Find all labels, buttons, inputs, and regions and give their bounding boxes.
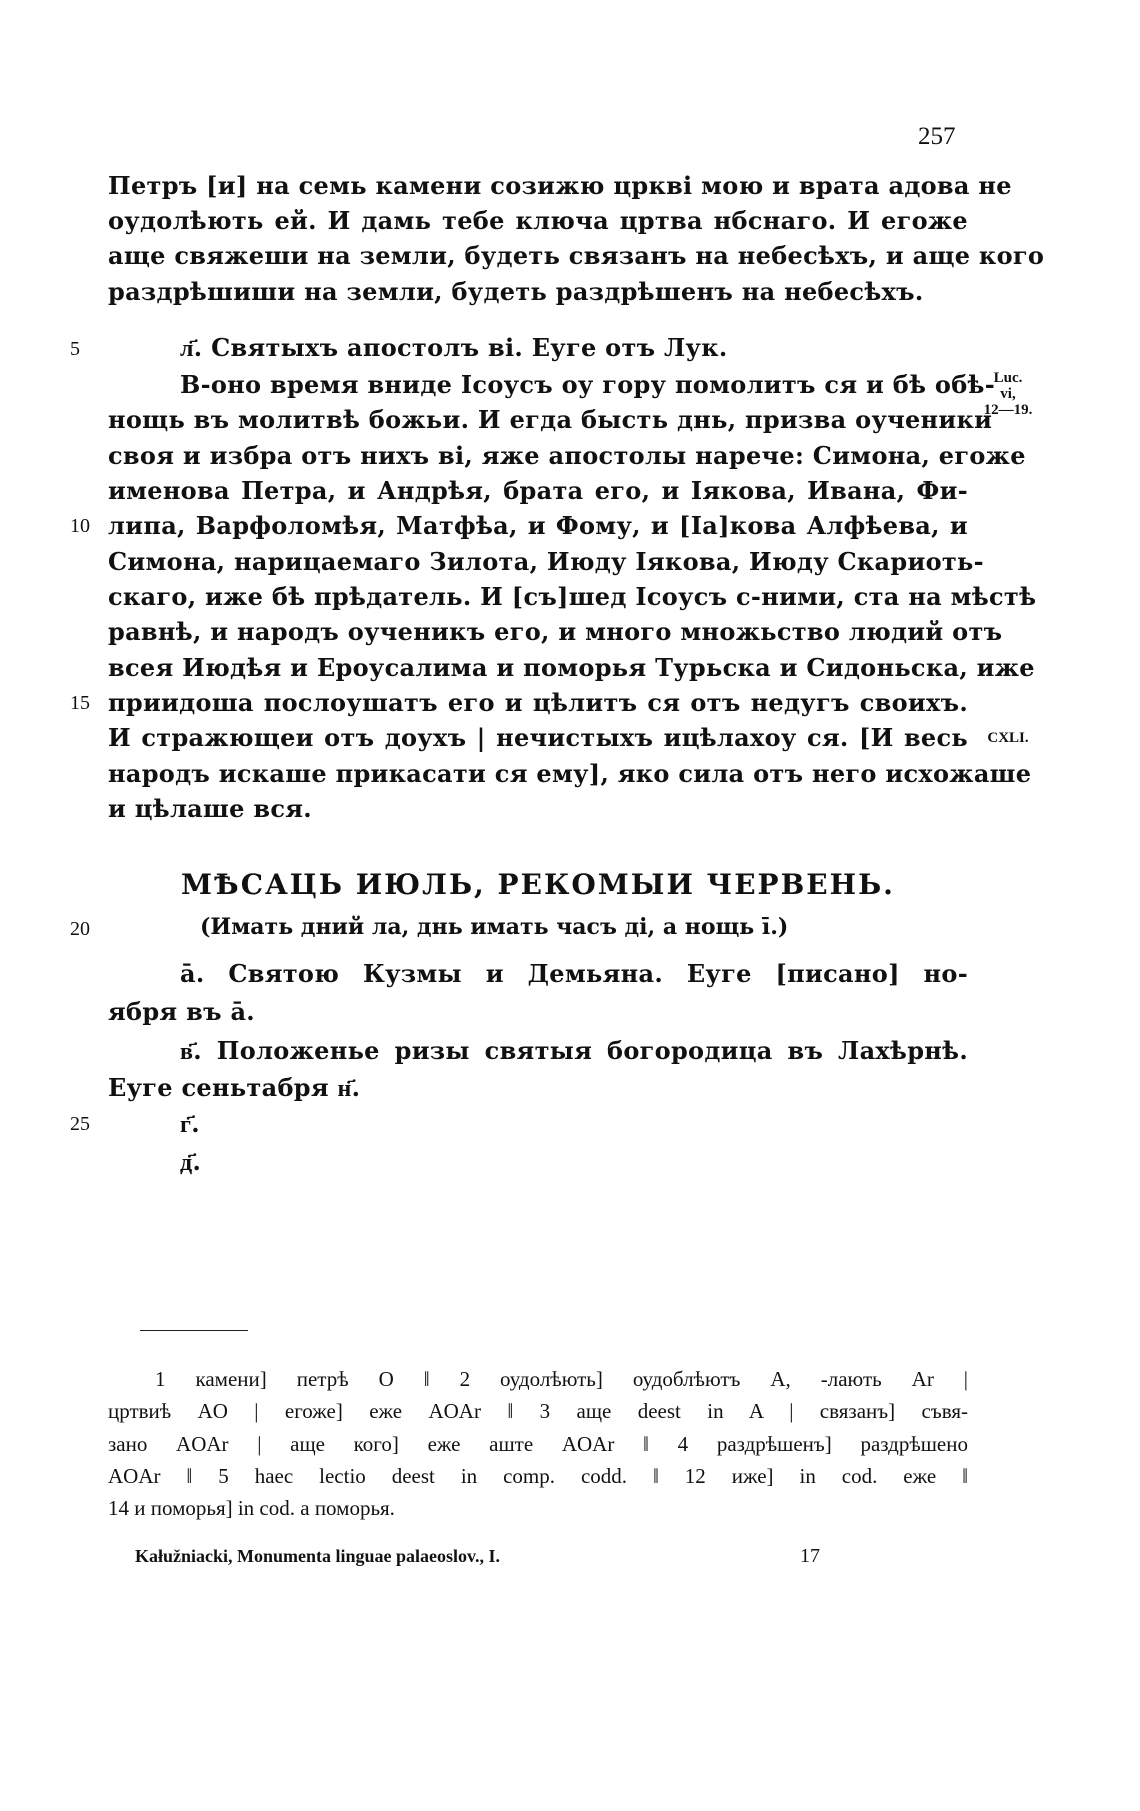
footnote-line: 14 и поморья] in cod. а поморья. [108, 1496, 395, 1520]
text-line: липа, Варфоломѣя, Матфѣа, и Фому, и [Іа]кова Алфѣева, и [108, 511, 968, 540]
text-line: В-оно время вниде Ісоусъ оу гору помолитъ ся и бѣ обѣ- [180, 370, 995, 399]
footnote-line: 1 камени] петрѣ O ‖ 2 оудолѣють] оудоблѣютъ A, -лають Ar | [155, 1367, 968, 1391]
text-line: народъ искаше прикасати ся ему], яко сила отъ него исхожаше [108, 759, 1032, 788]
signature-mark: 17 [800, 1545, 820, 1567]
footnote-divider [140, 1330, 248, 1331]
entry-line: г҃. [180, 1109, 200, 1138]
margin-note-line: Luc. [993, 370, 1023, 386]
text-line: оудолѣють ей. И дамь тебе ключа цртва нбснаго. И егоже [108, 206, 968, 235]
text-line: Петръ [и] на семь камени созижю цркві мою и врата адова не [108, 171, 1012, 200]
text-line: Симона, нарицаемаго Зилота, Июду Іякова, Июду Скариоть- [108, 547, 984, 576]
month-title: МѢСАЦЬ ИЮЛЬ, РЕКОМЫИ ЧЕРВЕНЬ. [181, 868, 895, 901]
footnote-line: зано AOAr | аще кого] еже аште AOAr ‖ 4 раздрѣшенъ] раздрѣшено [108, 1432, 968, 1456]
footer-citation: Kałužniacki, Monumenta linguae palaeoslov., I. [135, 1546, 501, 1566]
entry-line: Еуге сеньтабря н҃. [108, 1073, 361, 1102]
text-line: раздрѣшиши на земли, будеть раздрѣшенъ на небесѣхъ. [108, 277, 924, 306]
text-line: приидоша послоушатъ его и цѣлитъ ся отъ недугъ своихъ. [108, 688, 968, 717]
line-number: 5 [70, 338, 80, 360]
month-subtitle: (Имать дний ла, днь имать часъ ді, а нощь ī.) [200, 914, 789, 940]
margin-note-line: vi, [1000, 386, 1016, 402]
entry-line: д҃. [180, 1147, 202, 1176]
text-line: и цѣлаше вся. [108, 794, 312, 823]
text-line: своя и избра отъ нихъ ві, яже апостолы нарече: Симона, егоже [108, 441, 1026, 470]
entry-line: ā. Святою Кузмы и Демьяна. Еуге [писано] но- [180, 959, 968, 988]
text-line: скаго, иже бѣ прѣдатель. И [съ]шед Ісоусъ с-ними, ста на мѣстѣ [108, 582, 1037, 611]
entry-line: ября въ ā. [108, 997, 255, 1026]
text-line: именова Петра, и Андрѣя, брата его, и Іякова, Ивана, Фи- [108, 476, 968, 505]
page-number: 257 [918, 123, 956, 150]
footnote-line: AOAr ‖ 5 haec lectio deest in comp. codd. ‖ 12 иже] in cod. еже ‖ [108, 1464, 968, 1488]
text-line: равнѣ, и народъ оученикъ его, и много множьство людий отъ [108, 617, 1003, 646]
text-line: нощь въ молитвѣ божьи. И егда бысть днь, призва оученики [108, 405, 993, 434]
line-number: 15 [70, 692, 90, 714]
text-line: всея Июдѣя и Ероусалима и поморья Турьска и Сидоньска, иже [108, 653, 1035, 682]
line-number: 10 [70, 515, 90, 537]
line-number: 25 [70, 1113, 90, 1135]
line-number: 20 [70, 918, 90, 940]
text-line: аще свяжеши на земли, будеть связанъ на небесѣхъ, и аще кого [108, 241, 1045, 270]
section-heading: л҃. Святыхъ апостолъ ві. Еуге отъ Лук. [180, 333, 728, 362]
footnote-line: цртвиѣ AO | егоже] еже AOAr ‖ 3 аще deest in A | связанъ] съвя- [108, 1399, 968, 1423]
entry-line: в҃. Положенье ризы святыя богородица въ Лахѣрнѣ. [180, 1036, 968, 1065]
text-line: И стражющеи отъ доухъ | нечистыхъ ицѣлахоу ся. [И весь [108, 723, 968, 752]
margin-note-line: 12—19. [983, 402, 1033, 418]
margin-note-cxli: CXLI. [987, 730, 1029, 746]
